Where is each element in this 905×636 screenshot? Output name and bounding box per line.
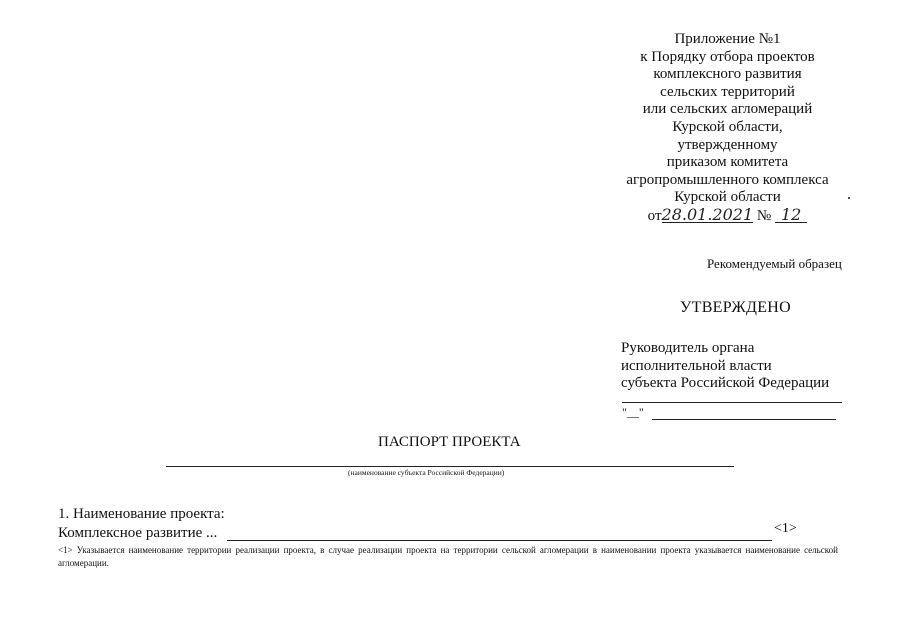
appendix-line: приказом комитета (666, 154, 789, 171)
number-label: № (756, 207, 772, 224)
passport-title: ПАСПОРТ ПРОЕКТА (378, 434, 521, 450)
approval-date-line (652, 419, 836, 420)
head-line: субъекта Российской Федерации (621, 375, 830, 391)
head-of-authority-block (621, 340, 829, 393)
project-name-line (227, 540, 772, 541)
appendix-line: Курской области, (672, 118, 783, 135)
signature-line (622, 402, 842, 403)
appendix-line: Приложение №1 (674, 31, 781, 47)
appendix-block (600, 31, 855, 226)
approval-date-quotes: "__" (622, 405, 644, 419)
speck-mark (848, 197, 850, 199)
handwritten-number: 12 (775, 207, 807, 223)
footnote-reference: <1> (774, 521, 797, 536)
date-prefix: от (647, 207, 662, 224)
handwritten-date: 28.01.2021 (661, 204, 754, 224)
appendix-line: комплексного развития (653, 66, 802, 83)
appendix-line: к Порядку отбора проектов (640, 48, 815, 65)
recommended-sample-label: Рекомендуемый образец (707, 256, 842, 271)
subject-name-line (166, 466, 734, 467)
footnote-text: <1> Указывается наименование территории реализации проекта, в случае реализации проекта на территории сельской агломерации в наименовании проекта указывается наименование сельской агломерации. (58, 545, 838, 568)
complex-development-label: Комплексное развитие ... (58, 525, 218, 541)
appendix-line: Курской области (674, 189, 781, 206)
section-1-heading: 1. Наименование проекта: (58, 506, 225, 522)
subject-caption: (наименование субъекта Российской Федерации) (348, 468, 505, 477)
appendix-line: агропромышленного комплекса (626, 171, 829, 188)
appendix-line: утвержденному (677, 136, 778, 153)
appendix-date-line (600, 204, 855, 226)
appendix-line: или сельских агломераций (642, 101, 813, 118)
approved-title: УТВЕРЖДЕНО (680, 299, 792, 316)
head-line: исполнительной власти (621, 357, 772, 374)
head-line: Руководитель органа (621, 340, 755, 356)
appendix-line: сельских территорий (660, 83, 795, 100)
